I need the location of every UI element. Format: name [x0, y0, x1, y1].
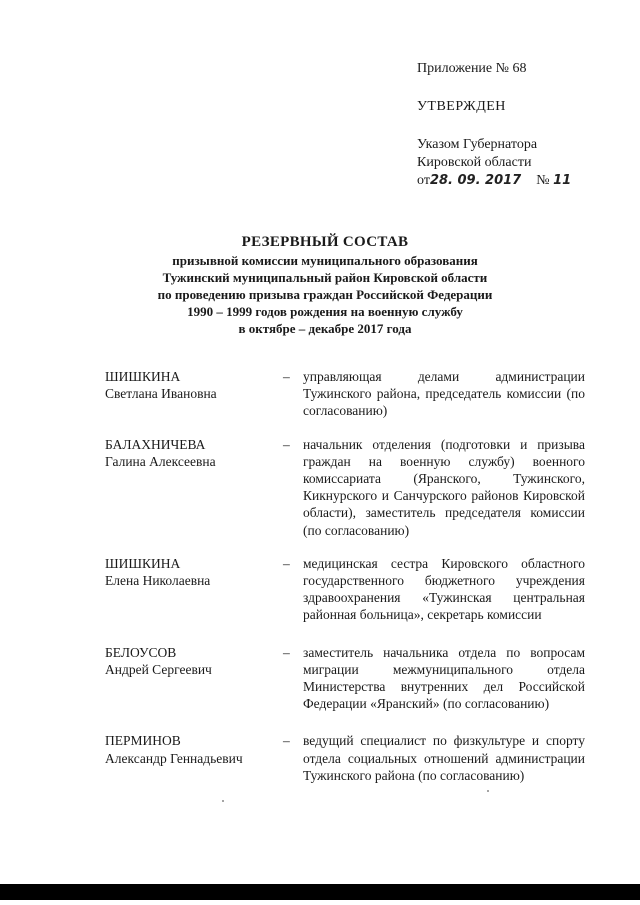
member-surname: БАЛАХНИЧЕВА — [105, 436, 206, 452]
decree-line-1: Указом Губернатора — [417, 137, 538, 152]
member-surname: ПЕРМИНОВ — [105, 733, 181, 749]
member-surname: БЕЛОУСОВ — [105, 644, 177, 660]
document-heading — [60, 232, 590, 337]
decree-date-line — [417, 172, 617, 190]
member-entry — [105, 732, 585, 784]
appendix-number: Приложение № 68 — [417, 61, 527, 76]
members-list — [105, 368, 585, 784]
member-entry — [105, 436, 585, 539]
document-title: РЕЗЕРВНЫЙ СОСТАВ — [241, 234, 409, 250]
member-entry — [105, 555, 585, 624]
member-given-names: Светлана Ивановна — [105, 386, 217, 402]
heading-line: призывной комиссии муниципального образования — [172, 253, 478, 268]
member-role: управляющая делами администрации Тужинского района, председатель комиссии (по согласованию) — [303, 369, 585, 419]
member-given-names: Галина Алексеевна — [105, 453, 216, 469]
member-role: медицинская сестра Кировского областного государственного бюджетного учреждения здравоохранения «Тужинская центральная районная больница», секретарь комиссии — [303, 555, 585, 623]
date-prefix: от — [417, 173, 430, 188]
scan-bottom-edge — [0, 884, 640, 900]
approved-stamp-text: УТВЕРЖДЕН — [417, 99, 506, 114]
member-name — [105, 732, 283, 766]
heading-line: 1990 – 1999 годов рождения на военную службу — [187, 304, 463, 319]
member-entry — [105, 644, 585, 713]
approval-block — [417, 60, 617, 190]
member-role: заместитель начальника отдела по вопросам миграции межмуниципального отдела Министерства внутренних дел Российской Федерации «Яранский» (по согласованию) — [303, 644, 585, 712]
decree-line-2: Кировской области — [417, 155, 532, 170]
member-surname: ШИШКИНА — [105, 369, 181, 384]
member-surname: ШИШКИНА — [105, 555, 181, 571]
handwritten-number: 11 — [553, 173, 572, 188]
member-given-names: Александр Геннадьевич — [105, 750, 243, 766]
member-name — [105, 368, 283, 402]
member-dash: – — [283, 555, 290, 571]
member-dash: – — [283, 369, 290, 384]
member-name — [105, 436, 283, 470]
heading-line: в октябре – декабре 2017 года — [238, 321, 412, 336]
member-given-names: Елена Николаевна — [105, 573, 211, 589]
member-given-names: Андрей Сергеевич — [105, 661, 212, 677]
member-role: ведущий специалист по физкультуре и спорту отдела социальных отношений администрации Тужинского района (по согласованию) — [303, 733, 585, 783]
number-prefix: № — [536, 173, 550, 188]
scan-speck — [222, 800, 224, 802]
member-name — [105, 555, 283, 589]
member-entry — [105, 368, 585, 420]
member-dash: – — [283, 436, 290, 452]
member-name — [105, 644, 283, 678]
member-dash: – — [283, 644, 290, 660]
scan-speck — [487, 790, 489, 792]
handwritten-date: 28. 09. 2017 — [429, 173, 522, 188]
member-dash: – — [283, 733, 290, 749]
heading-line: по проведению призыва граждан Российской Федерации — [157, 287, 493, 302]
heading-line: Тужинский муниципальный район Кировской области — [162, 270, 488, 285]
member-role: начальник отделения (подготовки и призыва граждан на военную службу) военного комиссариата (Яранского, Тужинского, Кикнурского и Санчурского районов Кировской области), заместитель председателя комиссии (по согласованию) — [303, 436, 585, 538]
